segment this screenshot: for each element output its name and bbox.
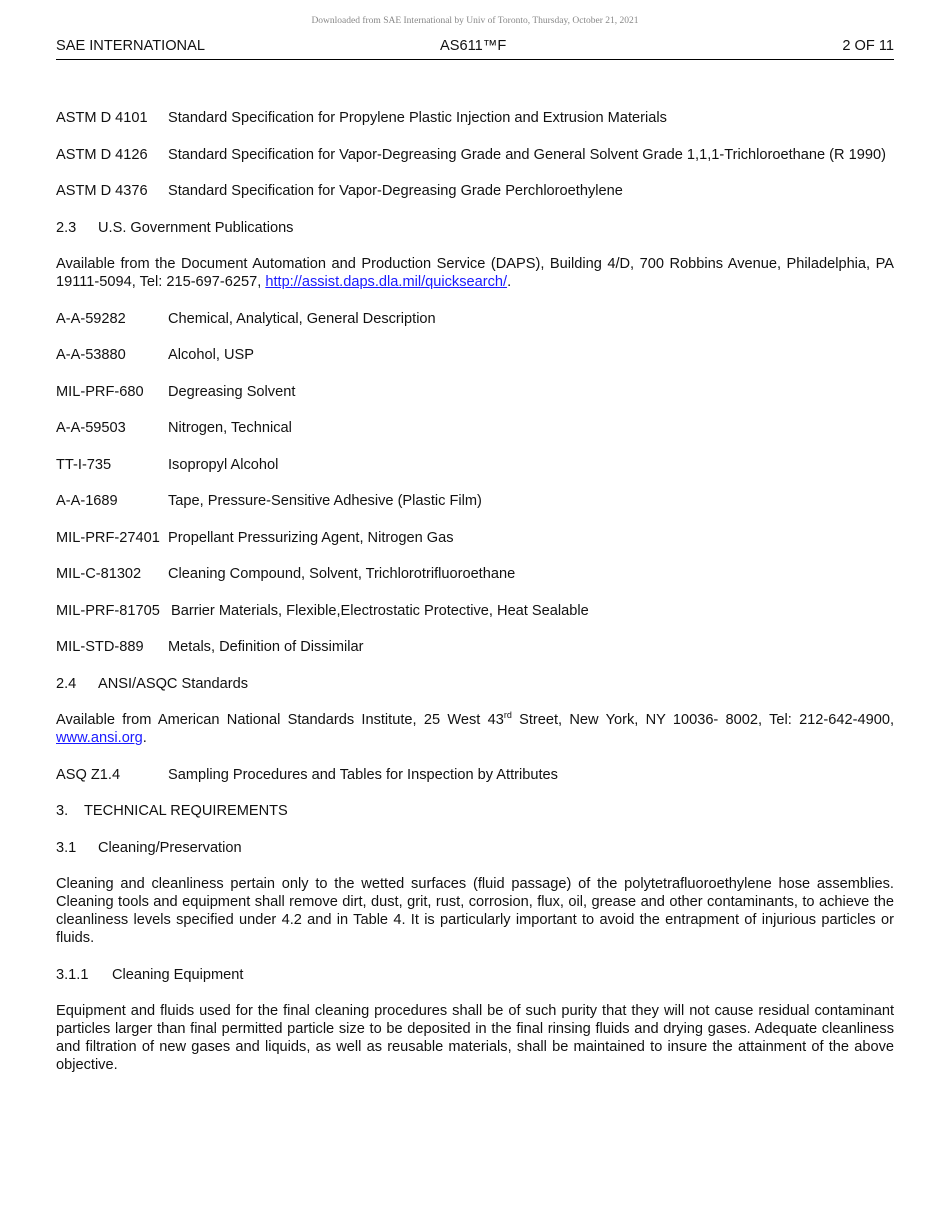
reference-code: TT-I-735: [56, 456, 112, 473]
download-watermark: Downloaded from SAE International by Univ of Toronto, Thursday, October 21, 2021: [311, 16, 639, 26]
section-number: 2.3: [56, 219, 77, 236]
section-title: U.S. Government Publications: [98, 219, 294, 236]
ordinal-superscript: rd: [503, 710, 512, 720]
reference-code: A-A-1689: [56, 493, 118, 509]
availability-paragraph: [56, 711, 894, 747]
section-heading-3: [56, 802, 894, 820]
reference-entry: [56, 419, 894, 437]
section-heading-2-4: [56, 675, 894, 693]
availability-text: Available from the Document Automation and Production Service (DAPS), Building 4/D, 700 Robbins Avenue, Philadelphia, PA 19111-5094, Tel: 215-697-6257,: [56, 256, 894, 290]
section-title: Cleaning Equipment: [112, 966, 244, 983]
daps-quicksearch-link[interactable]: http://assist.daps.dla.mil/quicksearch/: [265, 274, 508, 290]
punctuation: .: [142, 730, 147, 746]
equipment-paragraph: Equipment and fluids used for the final cleaning procedures shall be of such purity that they will not cause residual contaminant particles larger than final permitted particle size to be deposited in the final rinsing fluids and drying gases. Adequate cleanliness and filtration of new gases and liquids, as well as reusable materials, shall be maintained to insure the attainment of the above objective.: [56, 1003, 894, 1073]
reference-description: Standard Specification for Vapor-Degreasing Grade and General Solvent Grade 1,1,1-Trichloroethane (R 1990): [168, 146, 886, 163]
reference-code: MIL-PRF-81705: [56, 602, 160, 619]
reference-entry: [56, 109, 894, 127]
availability-paragraph: [56, 255, 894, 291]
header-organization: SAE INTERNATIONAL: [56, 38, 205, 54]
reference-entry: [56, 456, 894, 474]
section-title: ANSI/ASQC Standards: [98, 675, 249, 692]
reference-entry: [56, 565, 894, 583]
reference-entry: [56, 766, 894, 784]
reference-description: Alcohol, USP: [168, 347, 254, 363]
reference-entry: [56, 638, 894, 656]
reference-code: MIL-PRF-27401: [56, 529, 160, 546]
reference-entry: [56, 310, 894, 328]
reference-description: Tape, Pressure-Sensitive Adhesive (Plastic Film): [168, 493, 482, 509]
reference-description: Standard Specification for Vapor-Degreasing Grade Perchloroethylene: [168, 183, 623, 199]
reference-description: Sampling Procedures and Tables for Inspection by Attributes: [168, 766, 558, 783]
section-heading-2-3: [56, 219, 894, 237]
reference-code: A-A-53880: [56, 347, 126, 363]
section-heading-3-1-1: [56, 966, 894, 984]
reference-description: Chemical, Analytical, General Description: [168, 310, 436, 327]
section-title: Cleaning/Preservation: [98, 839, 242, 856]
reference-description: Propellant Pressurizing Agent, Nitrogen Gas: [168, 529, 454, 546]
header-document-id: AS611™F: [440, 38, 507, 54]
reference-description: Isopropyl Alcohol: [168, 456, 279, 473]
reference-entry: [56, 492, 894, 510]
reference-entry: [56, 602, 894, 620]
cleaning-paragraph: Cleaning and cleanliness pertain only to the wetted surfaces (fluid passage) of the polytetrafluoroethylene hose assemblies. Cleaning tools and equipment shall remove dirt, dust, grit, rust, corrosion, flux, oil, grease and other contaminants, to achieve the cleanliness levels specified under 4.2 and in Table 4. It is particularly important to avoid the entrapment of injurious particles or fluids.: [56, 876, 894, 946]
reference-description: Metals, Definition of Dissimilar: [168, 639, 364, 655]
section-number: 2.4: [56, 675, 77, 692]
page-body: [56, 109, 894, 1093]
page-header: [56, 38, 894, 60]
reference-code: ASTM D 4101: [56, 110, 148, 126]
reference-code: ASTM D 4376: [56, 183, 148, 199]
section-heading-3-1: [56, 839, 894, 857]
availability-text: Available from American National Standards Institute, 25 West 43: [56, 712, 504, 728]
reference-entry: [56, 182, 894, 200]
reference-description: Nitrogen, Technical: [168, 420, 292, 436]
reference-code: ASTM D 4126: [56, 146, 148, 163]
section-number: 3.: [56, 803, 69, 819]
reference-description: Standard Specification for Propylene Plastic Injection and Extrusion Materials: [168, 110, 667, 126]
reference-description: Degreasing Solvent: [168, 383, 296, 400]
header-page-number: 2 OF 11: [842, 38, 894, 54]
availability-text: Street, New York, NY 10036- 8002, Tel: 212-642-4900,: [511, 712, 895, 728]
reference-entry: [56, 383, 894, 401]
reference-description: Barrier Materials, Flexible,Electrostatic Protective, Heat Sealable: [171, 602, 589, 619]
reference-entry: [56, 346, 894, 364]
reference-code: ASQ Z1.4: [56, 766, 121, 783]
reference-entry: [56, 146, 894, 164]
ansi-website-link[interactable]: www.ansi.org: [56, 730, 143, 746]
section-number: 3.1.1: [56, 966, 89, 983]
section-number: 3.1: [56, 839, 77, 856]
reference-entry: [56, 529, 894, 547]
reference-code: A-A-59503: [56, 420, 126, 436]
reference-code: MIL-PRF-680: [56, 383, 144, 400]
reference-code: MIL-C-81302: [56, 566, 142, 582]
section-title: TECHNICAL REQUIREMENTS: [84, 803, 288, 819]
reference-description: Cleaning Compound, Solvent, Trichlorotrifluoroethane: [168, 566, 516, 582]
punctuation: .: [507, 274, 512, 290]
reference-code: A-A-59282: [56, 310, 126, 327]
reference-code: MIL-STD-889: [56, 639, 144, 655]
